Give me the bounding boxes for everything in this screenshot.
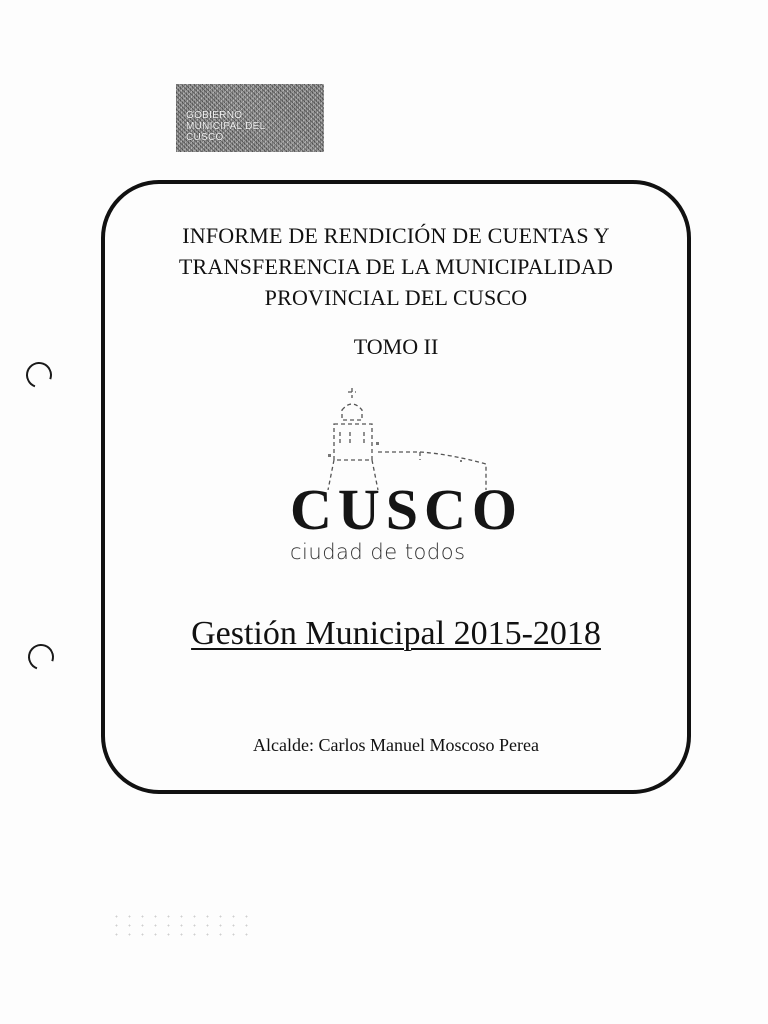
report-title-line-1: INFORME DE RENDICIÓN DE CUENTAS Y (182, 223, 610, 248)
logo-tagline: ciudad de todos (290, 540, 466, 564)
binder-hole-mark-icon (22, 358, 57, 393)
scan-specks (110, 912, 250, 942)
report-title-line-2: TRANSFERENCIA DE LA MUNICIPALIDAD (178, 254, 614, 279)
church-tower-icon (280, 380, 500, 490)
municipal-stamp (176, 84, 324, 152)
stamp-text: GOBIERNO MUNICIPAL DEL CUSCO (186, 110, 266, 143)
mayor-line: Alcalde: Carlos Manuel Moscoso Perea (253, 735, 539, 755)
logo-wordmark: CUSCO (290, 477, 524, 542)
management-period-text: Gestión Municipal 2015-2018 (191, 615, 601, 652)
management-period-heading (101, 612, 691, 656)
binder-hole-mark-icon (24, 640, 59, 675)
report-title-line-3: PROVINCIAL DEL CUSCO (264, 285, 528, 310)
volume-label: TOMO II (353, 334, 439, 359)
cusco-logo (280, 380, 524, 570)
report-title (101, 220, 691, 313)
